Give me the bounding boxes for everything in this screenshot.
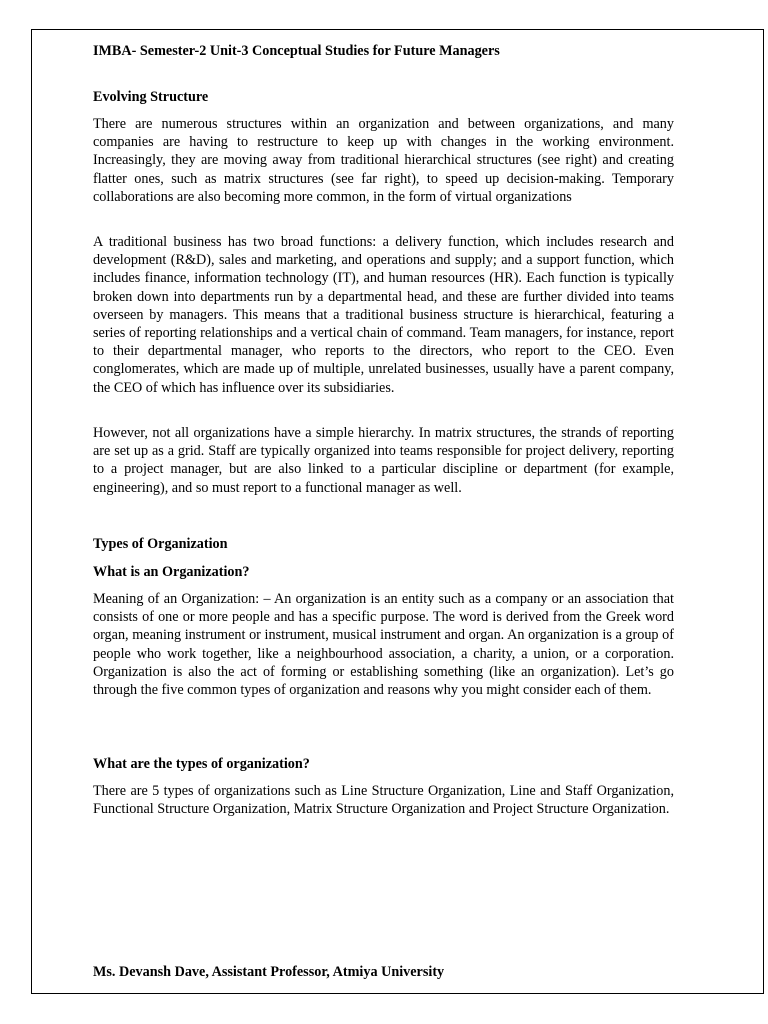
page-footer: Ms. Devansh Dave, Assistant Professor, Atmiya University <box>93 964 445 980</box>
subheading-what-is-organization: What is an Organization? <box>93 564 250 580</box>
heading-evolving-structure: Evolving Structure <box>93 89 209 105</box>
paragraph-evolving-3: However, not all organizations have a simple hierarchy. In matrix structures, the strands of reporting are set up as a grid. Staff are typically organized into teams responsible for project delivery, reporting to a project manager, but are also linked to a particular discipline or department (for example, engineering), and so must report to a functional manager as well. <box>93 425 674 496</box>
paragraph-types-list: There are 5 types of organizations such as Line Structure Organization, Line and Staff Organization, Functional Structure Organization, Matrix Structure Organization and Project Structure Organization. <box>93 783 674 818</box>
paragraph-evolving-1: There are numerous structures within an organization and between organizations, and many companies are having to restructure to keep up with changes in the working environment. Increasingly, they are moving away from traditional hierarchical structures (see right) and creating flatter ones, such as matrix structures (see far right), to speed up decision-making. Temporary collaborations are also becoming more common, in the form of virtual organizations <box>93 116 674 205</box>
heading-types-of-organization: Types of Organization <box>93 536 228 552</box>
heading-types-list: What are the types of organization? <box>93 756 310 772</box>
page-header: IMBA- Semester-2 Unit-3 Conceptual Studies for Future Managers <box>93 43 500 59</box>
paragraph-meaning-of-organization: Meaning of an Organization: – An organization is an entity such as a company or an association that consists of one or more people and has a specific purpose. The word is derived from the Greek word organ, meaning instrument or instrument, musical instrument and organ. An organization is a group of people who work together, like a neighbourhood association, a charity, a union, or a corporation. Organization is also the act of forming or establishing something (like an organization). Let’s go through the five common types of organization and reasons why you might consider each of them. <box>93 591 674 699</box>
paragraph-evolving-2: A traditional business has two broad functions: a delivery function, which includes research and development (R&D), sales and marketing, and operations and supply; and a support function, which includes finance, information technology (IT), and human resources (HR). Each function is typically broken down into departments run by a departmental head, and these are further divided into teams overseen by managers. This means that a traditional business structure is hierarchical, featuring a series of reporting relationships and a vertical chain of command. Team managers, for instance, report to their departmental manager, who reports to the directors, who report to the CEO. Even conglomerates, which are made up of multiple, unrelated businesses, usually have a parent company, the CEO of which has influence over its subsidiaries. <box>93 234 674 396</box>
